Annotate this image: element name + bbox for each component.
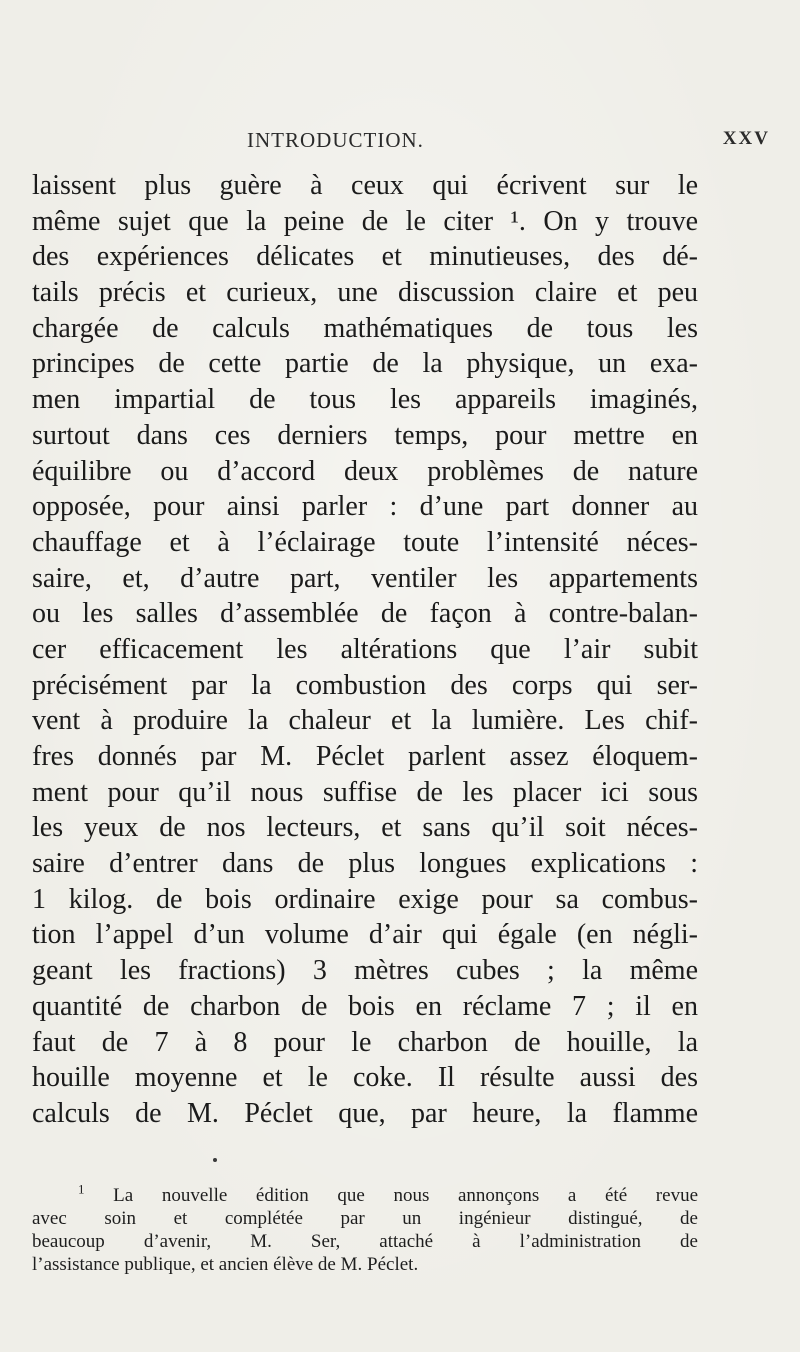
text-line: quantité de charbon de bois en réclame 7 ; il en (32, 990, 698, 1022)
footnote-line-first (78, 1181, 698, 1207)
footnote-text: La nouvelle édition que nous annonçons a été revue (113, 1185, 698, 1206)
text-line: chargée de calculs mathématiques de tous les (32, 312, 698, 344)
text-line: cer efficacement les altérations que l’air subit (32, 633, 698, 665)
body-text (32, 168, 698, 1132)
text-line: ment pour qu’il nous suffise de les placer ici sous (32, 776, 698, 808)
text-line: laissent plus guère à ceux qui écrivent sur le (32, 170, 698, 201)
text-line: saire d’entrer dans de plus longues explications : (32, 848, 698, 880)
text-line: faut de 7 à 8 pour le charbon de houille, la (32, 1026, 698, 1058)
text-line: saire, et, d’autre part, ventiler les appartements (32, 562, 698, 594)
text-line: même sujet que la peine de le citer ¹. On y trouve (32, 205, 698, 237)
text-line: geant les fractions) 3 mètres cubes ; la même (32, 955, 698, 987)
text-line: tion l’appel d’un volume d’air qui égale (en négli- (32, 919, 698, 951)
footnote (32, 1181, 698, 1276)
text-line: principes de cette partie de la physique, un exa- (32, 348, 698, 380)
text-line: fres donnés par M. Péclet parlent assez éloquem- (32, 741, 698, 772)
text-line: opposée, pour ainsi parler : d’une part donner au (32, 491, 698, 523)
text-line: ou les salles d’assemblée de façon à contre-balan- (32, 598, 698, 630)
running-title: INTRODUCTION. (247, 128, 424, 152)
ink-dot (213, 1158, 217, 1162)
text-line: men impartial de tous les appareils imaginés, (32, 384, 698, 416)
footnote-line: l’assistance publique, et ancien élève de M. Péclet. (32, 1254, 419, 1275)
text-line: houille moyenne et le coke. Il résulte aussi des (32, 1062, 698, 1094)
running-header (32, 128, 770, 158)
text-line: des expériences délicates et minutieuses, des dé- (32, 241, 698, 273)
text-line: surtout dans ces derniers temps, pour mettre en (32, 419, 698, 451)
text-line: précisément par la combustion des corps qui ser- (32, 669, 698, 701)
text-line: équilibre ou d’accord deux problèmes de nature (32, 455, 698, 487)
footnote-line: beaucoup d’avenir, M. Ser, attaché à l’administration de (32, 1231, 698, 1252)
text-line: les yeux de nos lecteurs, et sans qu’il soit néces- (32, 812, 698, 844)
text-line: vent à produire la chaleur et la lumière. Les chif- (32, 705, 698, 737)
text-line: tails précis et curieux, une discussion claire et peu (32, 277, 698, 309)
footnote-line: avec soin et complétée par un ingénieur distingué, de (32, 1208, 698, 1229)
text-line: 1 kilog. de bois ordinaire exige pour sa combus- (32, 883, 698, 915)
page-number: XXV (722, 128, 770, 149)
footnote-marker: 1 (78, 1181, 85, 1197)
text-line: calculs de M. Péclet que, par heure, la flamme (32, 1097, 698, 1129)
text-line: chauffage et à l’éclairage toute l’intensité néces- (32, 526, 698, 558)
